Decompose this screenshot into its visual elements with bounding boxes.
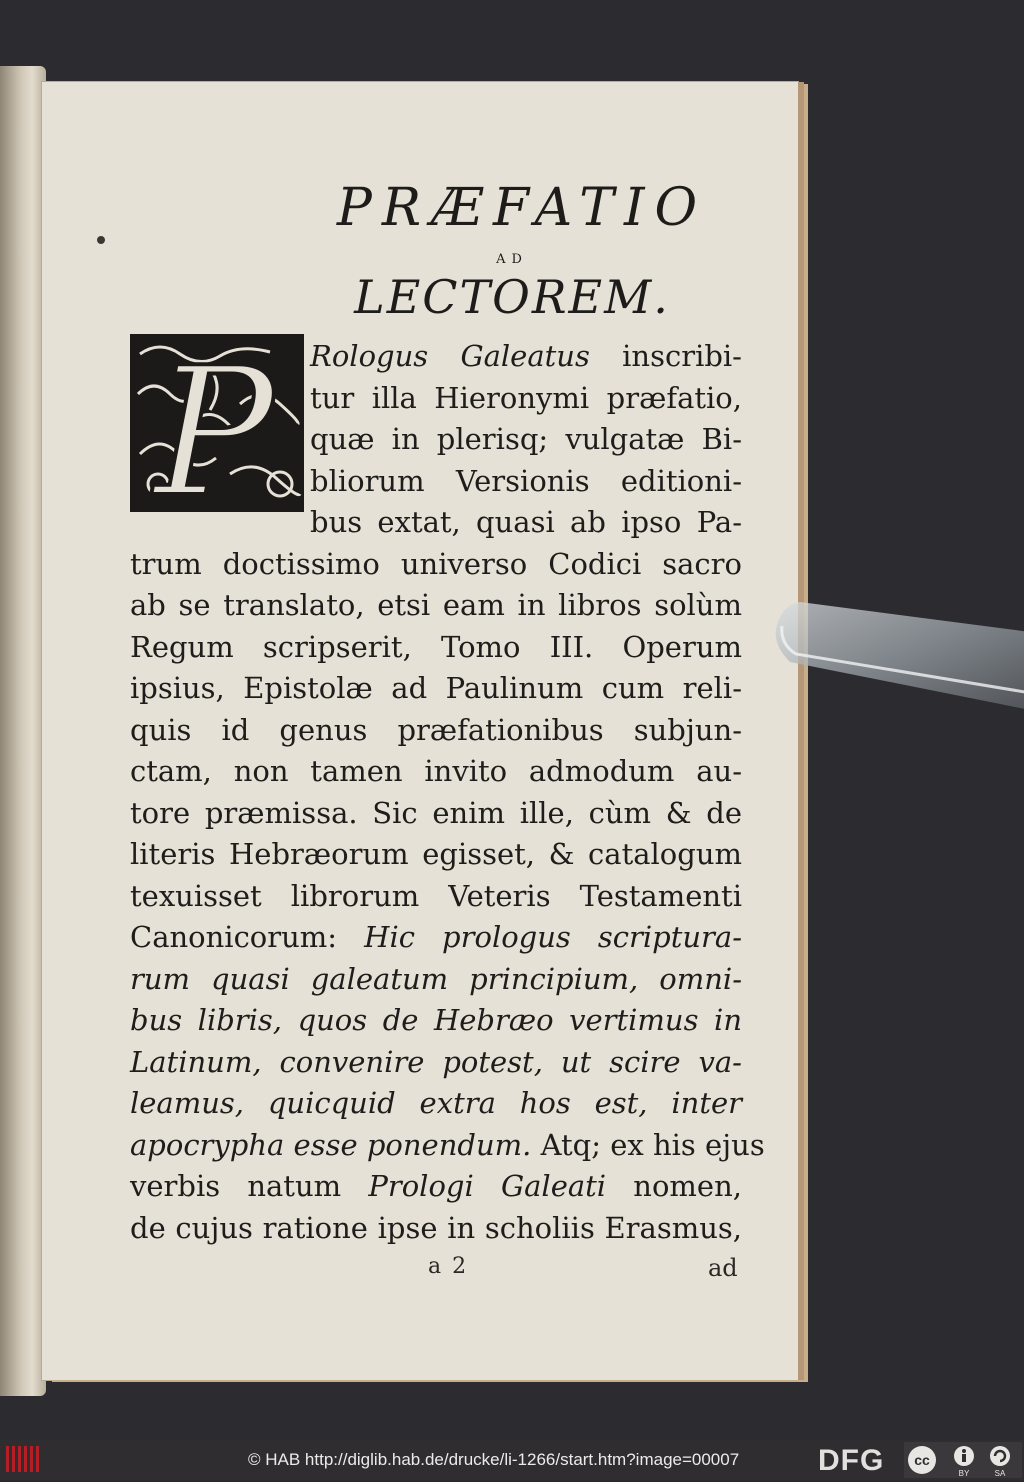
text-line [130,959,742,1001]
roman-text: bliorum Versionis editioni- [310,463,742,498]
text-line [130,1166,742,1208]
roman-text: Regum scripserit, Tomo III. Operum [130,629,742,664]
roman-text: bus extat, quasi ab ipso Pa- [310,505,742,539]
text-line [130,710,742,752]
text-line [130,1208,742,1250]
text-line [130,876,742,918]
roman-text: ctam, non tamen invito admodum au- [130,754,742,788]
roman-text: texuisset librorum Veteris Testamenti [130,878,742,913]
dfg-logo: DFG [818,1444,885,1477]
italic-text: rum quasi galeatum principium, omni- [130,961,742,996]
footer-bar [0,1440,1024,1480]
text-line [130,378,742,420]
text-line [130,585,742,627]
italic-text: Prologi Galeati [368,1169,607,1203]
text-line [130,627,742,669]
italic-text: leamus, quicquid extra hos est, inter [130,1086,742,1120]
text-line [130,1083,742,1125]
text-line [130,544,742,586]
roman-text: ab se translato, etsi eam in libros solùm [130,588,742,622]
roman-text: de cujus ratione ipse in scholiis Erasmus, [130,1210,742,1245]
text-line [130,668,742,710]
text-line [130,336,742,378]
page-subtitle: LECTOREM. [354,270,670,324]
roman-text: quis id genus præfationibus subjun- [130,712,742,747]
hab-logo-icon [6,1446,40,1472]
text-line [130,419,742,461]
svg-text:P: P [154,334,274,512]
catchword: ad [708,1254,738,1282]
cc-license-icon[interactable] [904,1442,1022,1478]
text-line [130,917,742,959]
italic-text: Rologus Galeatus [310,339,590,373]
title-ad: AD [496,252,528,267]
italic-text: apocrypha esse ponendum. [130,1127,532,1162]
italic-text: Hic prologus scriptura- [364,920,742,954]
roman-text: tur illa Hieronymi præfatio, [310,380,742,415]
roman-text: Atq; ex his ejus [531,1127,765,1162]
roman-text: nomen, [606,1169,742,1203]
text-line [130,1125,765,1167]
page-title: PRÆFATIO [336,178,708,238]
text-line [130,461,742,503]
roman-text: literis Hebræorum egisset, & catalogum [130,837,742,871]
svg-text:SA: SA [994,1469,1006,1478]
text-line [130,502,742,544]
body-text [130,336,765,1249]
roman-text: trum doctissimo universo Codici sacro [130,546,742,581]
text-line [130,834,742,876]
italic-text: Latinum, convenire potest, ut scire va- [130,1044,742,1079]
roman-text: Canonicorum: [130,920,365,954]
glass-page-clamp [770,592,1024,712]
signature-mark: a 2 [428,1254,469,1279]
roman-text: quæ in plerisq; vulgatæ Bi- [310,422,742,456]
svg-text:cc: cc [914,1452,930,1468]
text-line [130,751,742,793]
roman-text: ipsius, Epistolæ ad Paulinum cum reli- [130,671,742,705]
svg-text:BY: BY [958,1469,970,1478]
roman-text: verbis natum [130,1169,369,1203]
text-line [130,1042,742,1084]
roman-text: inscribi- [589,339,742,373]
italic-text: bus libris, quos de Hebræo vertimus in [130,1003,742,1037]
footer-credit-link[interactable]: © HAB http://diglib.hab.de/drucke/li-1266/start.htm?image=00007 [248,1450,740,1469]
text-line [130,1000,742,1042]
text-line [130,793,742,835]
roman-text: tore præmissa. Sic enim ille, cùm & de [130,795,742,830]
